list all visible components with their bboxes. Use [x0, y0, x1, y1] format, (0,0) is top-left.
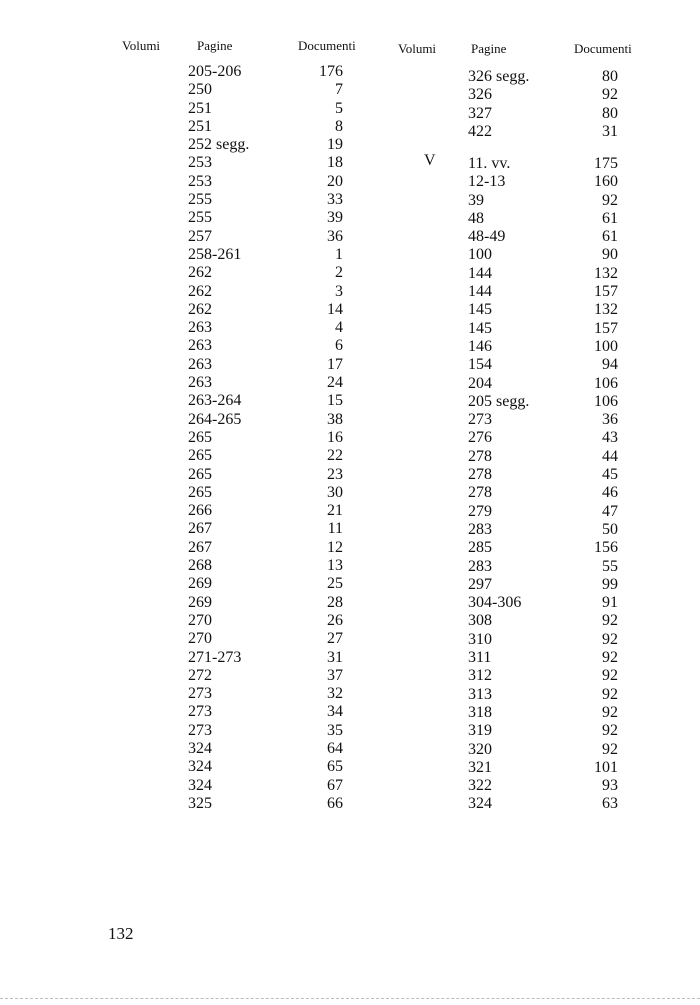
documenti-cell: 39 [327, 209, 343, 227]
table-row [188, 283, 343, 301]
table-row [188, 191, 343, 209]
documenti-cell: 32 [327, 685, 343, 703]
table-row [188, 154, 343, 172]
pagine-cell: 263 [188, 374, 212, 392]
pagine-cell: 283 [468, 520, 492, 538]
pagine-cell: 144 [468, 264, 492, 282]
pagine-cell: 322 [468, 777, 492, 795]
documenti-cell: 99 [602, 575, 618, 593]
table-row [468, 777, 618, 795]
documenti-cell: 67 [327, 776, 343, 794]
documenti-cell: 46 [602, 484, 618, 502]
table-row [188, 630, 343, 648]
documenti-cell: 157 [594, 319, 618, 337]
table-row [188, 466, 343, 484]
table-row [468, 155, 618, 173]
right-table-body-v [468, 155, 618, 814]
table-row [468, 686, 618, 704]
pagine-cell: 278 [468, 484, 492, 502]
pagine-cell: 313 [468, 685, 492, 703]
table-row [468, 612, 618, 630]
table-row [188, 502, 343, 520]
documenti-cell: 4 [335, 319, 343, 337]
pagine-cell: 271-273 [188, 648, 242, 666]
pagine-cell: 270 [188, 611, 212, 629]
documenti-cell: 92 [602, 722, 618, 740]
table-row [468, 246, 618, 264]
pagine-cell: 146 [468, 337, 492, 355]
header-pagine-left: Pagine [197, 38, 233, 53]
documenti-cell: 156 [594, 539, 618, 557]
pagine-cell: 265 [188, 447, 212, 465]
table-row [468, 173, 618, 191]
header-volumi-left: Volumi [122, 38, 161, 53]
pagine-cell: 268 [188, 557, 212, 575]
pagine-cell: 264-265 [188, 410, 242, 428]
table-row [468, 594, 618, 612]
table-row [468, 86, 618, 104]
table-row [188, 228, 343, 246]
table-row [468, 375, 618, 393]
documenti-cell: 92 [602, 86, 618, 104]
pagine-cell: 312 [468, 667, 492, 685]
pagine-cell: 308 [468, 612, 492, 630]
documenti-cell: 175 [594, 155, 618, 172]
pagine-cell: 273 [188, 721, 212, 739]
documenti-cell: 12 [327, 538, 343, 556]
pagine-cell: 258-261 [188, 245, 242, 263]
table-row [188, 520, 343, 538]
table-row [468, 741, 618, 759]
documenti-cell: 92 [602, 649, 618, 667]
pagine-cell: 270 [188, 630, 212, 648]
table-row [468, 411, 618, 429]
table-row [468, 631, 618, 649]
pagine-cell: 324 [188, 758, 212, 776]
pagine-cell: 324 [468, 795, 492, 813]
pagine-cell: 263-264 [188, 392, 242, 410]
pagine-cell: 326 [468, 86, 492, 104]
table-row [188, 337, 343, 355]
table-row [468, 123, 618, 141]
pagine-cell: 48-49 [468, 228, 506, 246]
table-row [468, 649, 618, 667]
pagine-cell: 255 [188, 209, 212, 227]
table-row [468, 722, 618, 740]
table-row [468, 558, 618, 576]
documenti-cell: 31 [327, 648, 343, 666]
table-row [188, 484, 343, 502]
documenti-cell: 19 [327, 136, 343, 154]
documenti-cell: 66 [327, 794, 343, 812]
documenti-cell: 11 [327, 520, 343, 538]
pagine-cell: 319 [468, 722, 492, 740]
documenti-cell: 14 [327, 300, 343, 318]
documenti-cell: 100 [594, 337, 618, 355]
table-row [188, 173, 343, 191]
pagine-cell: 250 [188, 81, 212, 99]
documenti-cell: 80 [602, 104, 618, 122]
pagine-cell: 283 [468, 557, 492, 575]
pagine-cell: 265 [188, 465, 212, 483]
documenti-cell: 36 [327, 227, 343, 245]
table-row [468, 795, 618, 813]
documenti-cell: 44 [602, 447, 618, 465]
table-row [468, 576, 618, 594]
documenti-cell: 18 [327, 154, 343, 172]
table-row [188, 740, 343, 758]
header-volumi-right: Volumi [398, 41, 437, 56]
documenti-cell: 61 [602, 209, 618, 227]
table-row [468, 393, 618, 411]
pagine-cell: 257 [188, 227, 212, 245]
documenti-cell: 64 [327, 739, 343, 757]
documenti-cell: 61 [602, 228, 618, 246]
table-row [188, 667, 343, 685]
pagine-cell: 263 [188, 319, 212, 337]
table-row [188, 246, 343, 264]
table-row [468, 503, 618, 521]
documenti-cell: 7 [335, 81, 343, 99]
documenti-cell: 92 [602, 685, 618, 703]
pagine-cell: 326 segg. [468, 68, 530, 85]
pagine-cell: 145 [468, 319, 492, 337]
pagine-cell: 276 [468, 429, 492, 447]
pagine-cell: 267 [188, 520, 212, 538]
pagine-cell: 272 [188, 666, 212, 684]
scan-edge-line [0, 998, 700, 1001]
documenti-cell: 6 [335, 337, 343, 355]
table-row [188, 118, 343, 136]
pagine-cell: 262 [188, 300, 212, 318]
table-row [188, 722, 343, 740]
table-row [188, 136, 343, 154]
documenti-cell: 92 [602, 191, 618, 209]
table-row [468, 667, 618, 685]
pagine-cell: 273 [468, 411, 492, 429]
table-row [188, 557, 343, 575]
table-row [468, 210, 618, 228]
pagine-cell: 154 [468, 356, 492, 374]
table-row [188, 411, 343, 429]
pagine-cell: 255 [188, 191, 212, 209]
pagine-cell: 11. vv. [468, 155, 511, 172]
pagine-cell: 205 segg. [468, 392, 530, 410]
documenti-cell: 8 [335, 117, 343, 135]
table-row [468, 521, 618, 539]
table-row [468, 429, 618, 447]
documenti-cell: 47 [602, 502, 618, 520]
pagine-cell: 320 [468, 740, 492, 758]
header-documenti-right: Documenti [574, 41, 632, 56]
documenti-cell: 1 [335, 245, 343, 263]
pagine-cell: 265 [188, 428, 212, 446]
pagine-cell: 145 [468, 301, 492, 319]
documenti-cell: 50 [602, 520, 618, 538]
table-row [468, 105, 618, 123]
table-row [188, 81, 343, 99]
documenti-cell: 23 [327, 465, 343, 483]
pagine-cell: 297 [468, 575, 492, 593]
documenti-cell: 106 [594, 392, 618, 410]
table-row [468, 759, 618, 777]
documenti-cell: 31 [602, 122, 618, 140]
pagine-cell: 267 [188, 538, 212, 556]
table-row [468, 283, 618, 301]
documenti-cell: 132 [594, 264, 618, 282]
documenti-cell: 36 [602, 411, 618, 429]
documenti-cell: 160 [594, 173, 618, 191]
table-row [468, 192, 618, 210]
documenti-cell: 30 [327, 483, 343, 501]
documenti-cell: 5 [335, 99, 343, 117]
pagine-cell: 253 [188, 154, 212, 172]
table-row [188, 447, 343, 465]
table-row [188, 649, 343, 667]
documenti-cell: 43 [602, 429, 618, 447]
table-row [188, 63, 343, 81]
documenti-cell: 13 [327, 557, 343, 575]
pagine-cell: 48 [468, 209, 484, 227]
documenti-cell: 92 [602, 740, 618, 758]
pagine-cell: 265 [188, 483, 212, 501]
table-row [188, 209, 343, 227]
table-row [188, 264, 343, 282]
pagine-cell: 266 [188, 502, 212, 520]
pagine-cell: 262 [188, 282, 212, 300]
pagine-cell: 252 segg. [188, 136, 250, 154]
pagine-cell: 278 [468, 466, 492, 484]
pagine-cell: 311 [468, 649, 492, 667]
table-row [468, 228, 618, 246]
pagine-cell: 253 [188, 172, 212, 190]
pagine-cell: 204 [468, 374, 492, 392]
pagine-cell: 262 [188, 264, 212, 282]
table-row [468, 320, 618, 338]
pagine-cell: 422 [468, 122, 492, 140]
table-row [188, 392, 343, 410]
pagine-cell: 39 [468, 191, 484, 209]
table-row [468, 356, 618, 374]
table-row [188, 594, 343, 612]
documenti-cell: 92 [602, 703, 618, 721]
table-row [188, 575, 343, 593]
documenti-cell: 157 [594, 283, 618, 301]
pagine-cell: 324 [188, 739, 212, 757]
documenti-cell: 132 [594, 301, 618, 319]
documenti-cell: 35 [327, 721, 343, 739]
documenti-cell: 20 [327, 172, 343, 190]
pagine-cell: 324 [188, 776, 212, 794]
pagine-cell: 310 [468, 630, 492, 648]
documenti-cell: 93 [602, 777, 618, 795]
documenti-cell: 24 [327, 374, 343, 392]
pagine-cell: 263 [188, 355, 212, 373]
documenti-cell: 65 [327, 758, 343, 776]
pagine-cell: 285 [468, 539, 492, 557]
pagine-cell: 273 [188, 703, 212, 721]
pagine-cell: 144 [468, 283, 492, 301]
table-row [468, 301, 618, 319]
documenti-cell: 92 [602, 630, 618, 648]
pagine-cell: 278 [468, 447, 492, 465]
documenti-cell: 38 [327, 410, 343, 428]
pagine-cell: 269 [188, 575, 212, 593]
table-row [188, 703, 343, 721]
documenti-cell: 63 [602, 795, 618, 813]
table-row [188, 301, 343, 319]
documenti-cell: 26 [327, 611, 343, 629]
pagine-cell: 318 [468, 703, 492, 721]
table-row [468, 68, 618, 86]
header-documenti-left: Documenti [298, 38, 356, 53]
pagine-cell: 251 [188, 117, 212, 135]
documenti-cell: 37 [327, 666, 343, 684]
pagine-cell: 100 [468, 246, 492, 264]
pagine-cell: 327 [468, 104, 492, 122]
table-row [188, 100, 343, 118]
documenti-cell: 176 [319, 63, 343, 80]
table-row [468, 539, 618, 557]
documenti-cell: 80 [602, 68, 618, 85]
table-row [468, 448, 618, 466]
table-row [468, 466, 618, 484]
pagine-cell: 251 [188, 99, 212, 117]
table-row [468, 265, 618, 283]
documenti-cell: 92 [602, 667, 618, 685]
table-row [188, 374, 343, 392]
table-row [468, 338, 618, 356]
volume-v-label: V [424, 152, 436, 169]
table-row [188, 319, 343, 337]
documenti-cell: 91 [602, 594, 618, 612]
table-row [468, 704, 618, 722]
pagine-cell: 304-306 [468, 594, 522, 612]
pagine-cell: 325 [188, 794, 212, 812]
documenti-cell: 3 [335, 282, 343, 300]
documenti-cell: 45 [602, 466, 618, 484]
right-table-body-top [468, 68, 618, 141]
pagine-cell: 279 [468, 502, 492, 520]
documenti-cell: 34 [327, 703, 343, 721]
pagine-cell: 205-206 [188, 63, 242, 80]
table-row [188, 429, 343, 447]
documenti-cell: 15 [327, 392, 343, 410]
documenti-cell: 55 [602, 557, 618, 575]
header-pagine-right: Pagine [471, 41, 507, 56]
documenti-cell: 94 [602, 356, 618, 374]
documenti-cell: 16 [327, 428, 343, 446]
documenti-cell: 33 [327, 191, 343, 209]
pagine-cell: 269 [188, 593, 212, 611]
documenti-cell: 28 [327, 593, 343, 611]
table-row [188, 685, 343, 703]
table-row [188, 612, 343, 630]
pagine-cell: 263 [188, 337, 212, 355]
documenti-cell: 21 [327, 502, 343, 520]
documenti-cell: 90 [602, 246, 618, 264]
table-row [188, 758, 343, 776]
documenti-cell: 27 [327, 630, 343, 648]
table-row [468, 484, 618, 502]
documenti-cell: 2 [335, 264, 343, 282]
documenti-cell: 101 [594, 758, 618, 776]
documenti-cell: 106 [594, 374, 618, 392]
documenti-cell: 17 [327, 355, 343, 373]
pagine-cell: 321 [468, 758, 492, 776]
table-row [188, 356, 343, 374]
left-table-body [188, 63, 343, 813]
page-number: 132 [108, 924, 134, 943]
documenti-cell: 92 [602, 612, 618, 630]
table-row [188, 795, 343, 813]
table-row [188, 777, 343, 795]
pagine-cell: 273 [188, 685, 212, 703]
documenti-cell: 22 [327, 447, 343, 465]
pagine-cell: 12-13 [468, 173, 506, 191]
documenti-cell: 25 [327, 575, 343, 593]
table-row [188, 539, 343, 557]
